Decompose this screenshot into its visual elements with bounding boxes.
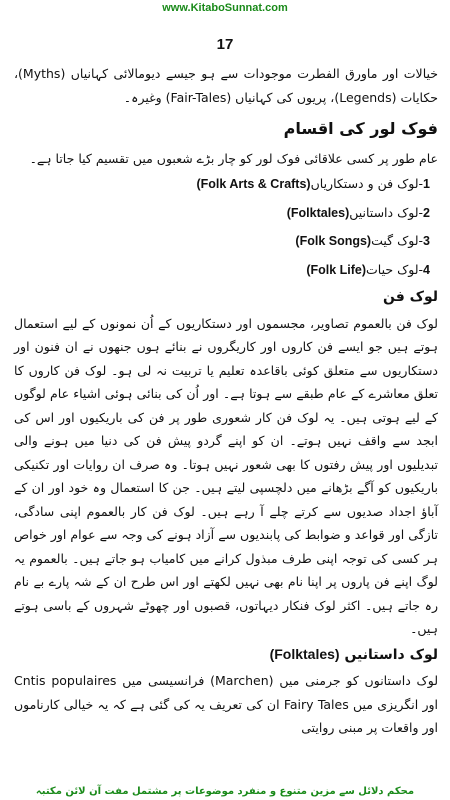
list-item-urdu: -لوک فن و دستکاریاں xyxy=(310,176,424,191)
list-item-urdu: -لوک داستانیں xyxy=(349,204,424,220)
section-heading: فوک لور کی اقسام xyxy=(283,119,438,138)
list-item xyxy=(14,201,438,226)
list-item-urdu: -لوک گیت xyxy=(371,233,424,248)
site-url[interactable]: www.KitaboSunnat.com xyxy=(162,2,288,14)
section-intro: عام طور پر کسی علاقائی فوک لور کو چار بڑے شعبوں میں تقسیم کیا جاتا ہے۔ xyxy=(29,150,438,166)
intro-paragraph: خیالات اور ماورق الفطرت موجودات سے ہو جیسے دیومالائی کہانیاں (Myths)، حکایات (Legends)، پریوں کی کہانیاں (Fair-Tales) وغیرہ۔ xyxy=(14,66,438,105)
list-item-number: 4 xyxy=(423,262,430,277)
footer-tagline: محکم دلائل سے مزین متنوع و منفرد موضوعات پر مشتمل مفت آن لائن مکتبہ xyxy=(35,786,415,797)
folk-art-heading: لوک فن xyxy=(382,289,438,305)
folktales-paragraph: لوک داستانوں کو جرمنی میں (Marchen) فرانسیسی میں Cntis populaires اور انگریزی میں Fairy Tales ان کی تعریف یہ کی گئی ہے کہ یہ خیالی کارناموں اور واقعات پر مبنی روایتی xyxy=(14,673,438,735)
list-item xyxy=(14,172,438,197)
folktales-heading-latin: (Folktales) xyxy=(269,645,340,662)
folktales-heading-urdu: لوک داستانیں xyxy=(344,646,438,663)
list-item xyxy=(14,229,438,254)
list-item-latin: (Folk Life) xyxy=(306,262,367,277)
list-item-latin: (Folk Arts & Crafts) xyxy=(196,177,311,191)
folktales-heading xyxy=(14,643,438,668)
list-item-number: 3 xyxy=(423,234,430,248)
list-item-number: 2 xyxy=(423,205,430,220)
page-number: 17 xyxy=(216,36,234,53)
page-body xyxy=(14,62,438,742)
list-item-urdu: -لوک حیات xyxy=(366,261,424,277)
list-item-latin: (Folktales) xyxy=(286,205,350,220)
list-item-latin: (Folk Songs) xyxy=(295,234,372,248)
folk-art-paragraph: لوک فن بالعموم تصاویر، مجسموں اور دستکاریوں کے اُن نمونوں کے لیے استعمال ہوتے ہیں جو ایسے فن کاروں اور کاریگروں نے بنائے ہوں جنھوں نے ان فنون اور دستکاریوں سے متعلق کوئی باقاعدہ تعلیم یا تربیت نہ لی ہو۔ لوک فن کاروں کا تعلق معاشرے کے عام طبقے سے ہوتا ہے۔ اور اُن کی بنائی ہوئی اشیاء عام لوگوں کے لیے ہوتی ہیں۔ یہ لوک فن کار شعوری طور پر فن کی باریکیوں اور اس کی ابجد سے واقف نہیں ہوتے۔ ان کو اپنے گردو پیش فن کی دنیا میں ہونے والی تبدیلیوں اور پیش رفتوں کا بھی شعور نہیں ہوتا۔ وہ صرف ان روایات اور تکنیکی باریکیوں کو آگے بڑھانے میں دلچسپی لیتے ہیں۔ جن کا استعمال وہ خود اور ان کے آباؤ اجداد صدیوں سے کرتے چلے آ رہے ہیں۔ لوک فن کار بالعموم اپنی سادگی، تازگی اور قواعد و ضوابط کی پابندیوں سے آزاد ہونے کی وجہ سے عوام اور خواص ہر کسی کی توجہ اپنی طرف مبذول کرانے میں کامیاب ہو جاتے ہیں۔ بالعموم یہ لوگ اپنے فن پاروں پر اپنا نام بھی نہیں لکھتے اور اس طرح ان کے شہ پارے بے نام رہ جاتے ہیں۔ اکثر لوک فنکار دیہاتوں، قصبوں اور چھوٹے شہروں کے باسی ہوتے ہیں۔ xyxy=(14,315,438,636)
list-item-number: 1 xyxy=(423,177,430,191)
list-item xyxy=(14,258,438,283)
